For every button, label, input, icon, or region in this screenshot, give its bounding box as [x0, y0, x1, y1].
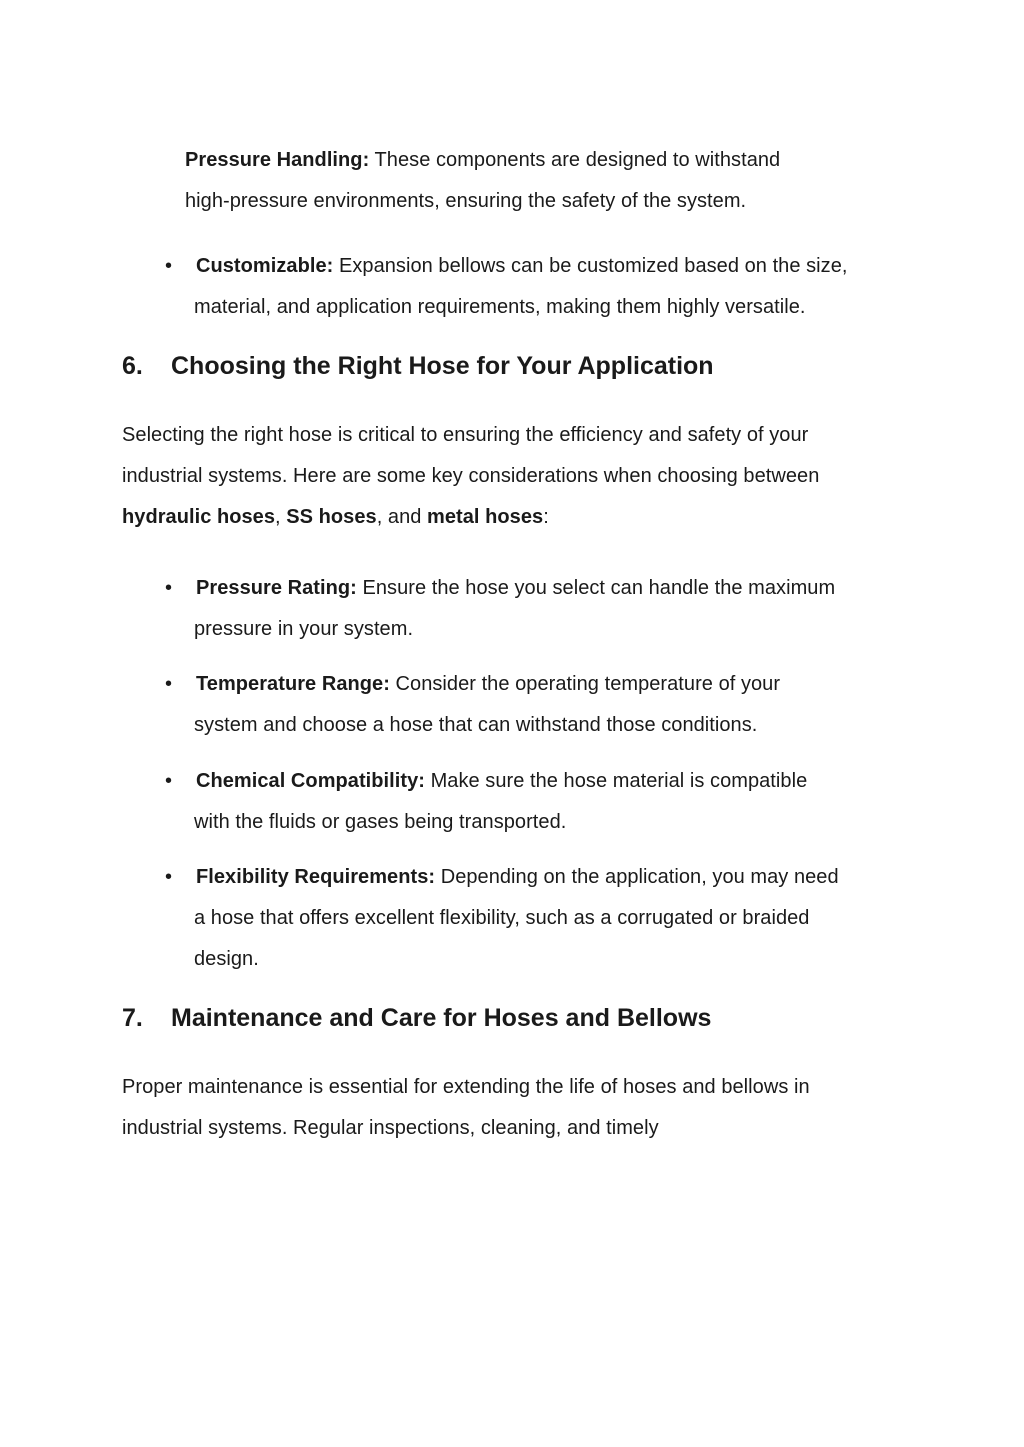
flexibility-requirements-line1: Depending on the application, you may need	[435, 866, 839, 888]
section-6-title: Choosing the Right Hose for Your Application	[171, 352, 714, 380]
separator-2: , and	[376, 506, 428, 528]
pressure-handling-item	[185, 140, 905, 222]
bullet-dot: •	[165, 255, 173, 277]
section-6-para-line2: industrial systems. Here are some key considerations when choosing between	[122, 465, 820, 487]
section-6-para-line1: Selecting the right hose is critical to ensuring the efficiency and safety of your	[122, 424, 809, 446]
bullet-dot: •	[165, 673, 173, 695]
flexibility-requirements-label: Flexibility Requirements:	[196, 866, 436, 888]
section-7-para-line2: industrial systems. Regular inspections, cleaning, and timely	[122, 1117, 659, 1139]
bullet-dot: •	[165, 577, 173, 599]
section-6-heading	[122, 350, 714, 382]
bullet-dot: •	[165, 770, 173, 792]
section-7-number: 7.	[122, 1004, 143, 1032]
customizable-text-line2: material, and application requirements, making them highly versatile.	[194, 296, 806, 318]
pressure-rating-label: Pressure Rating:	[196, 577, 357, 599]
chemical-compatibility-label: Chemical Compatibility:	[196, 770, 425, 792]
flexibility-requirements-bullet	[165, 857, 905, 980]
section-7-para-line1: Proper maintenance is essential for extending the life of hoses and bellows in	[122, 1076, 810, 1098]
section-6-paragraph	[122, 415, 912, 538]
customizable-label: Customizable:	[196, 255, 334, 277]
pressure-rating-line1: Ensure the hose you select can handle the maximum	[356, 577, 836, 599]
customizable-text-line1: Expansion bellows can be customized based on the size,	[333, 255, 848, 277]
separator-1: ,	[275, 506, 287, 528]
term-metal-hoses: metal hoses	[427, 506, 544, 528]
term-ss-hoses: SS hoses	[286, 506, 377, 528]
temperature-range-line1: Consider the operating temperature of your	[389, 673, 781, 695]
pressure-handling-text-line2: high-pressure environments, ensuring the safety of the system.	[185, 190, 747, 212]
pressure-handling-label: Pressure Handling:	[185, 149, 370, 171]
flexibility-requirements-line3: design.	[194, 948, 259, 970]
bullet-dot: •	[165, 866, 173, 888]
flexibility-requirements-line2: a hose that offers excellent flexibility, such as a corrugated or braided	[194, 907, 810, 929]
section-6-number: 6.	[122, 352, 143, 380]
section-7-heading	[122, 1002, 711, 1034]
pressure-handling-text-line1: These components are designed to withstand	[369, 149, 781, 171]
chemical-compatibility-line1: Make sure the hose material is compatible	[424, 770, 808, 792]
temperature-range-line2: system and choose a hose that can withstand those conditions.	[194, 714, 758, 736]
pressure-rating-line2: pressure in your system.	[194, 618, 414, 640]
temperature-range-label: Temperature Range:	[196, 673, 390, 695]
chemical-compatibility-line2: with the fluids or gases being transported.	[194, 811, 567, 833]
customizable-bullet	[165, 246, 905, 328]
pressure-rating-bullet	[165, 568, 905, 650]
paragraph-colon: :	[543, 506, 549, 528]
section-7-title: Maintenance and Care for Hoses and Bellows	[171, 1004, 712, 1032]
section-7-paragraph	[122, 1067, 912, 1149]
chemical-compatibility-bullet	[165, 761, 905, 843]
term-hydraulic-hoses: hydraulic hoses	[122, 506, 276, 528]
temperature-range-bullet	[165, 664, 905, 746]
